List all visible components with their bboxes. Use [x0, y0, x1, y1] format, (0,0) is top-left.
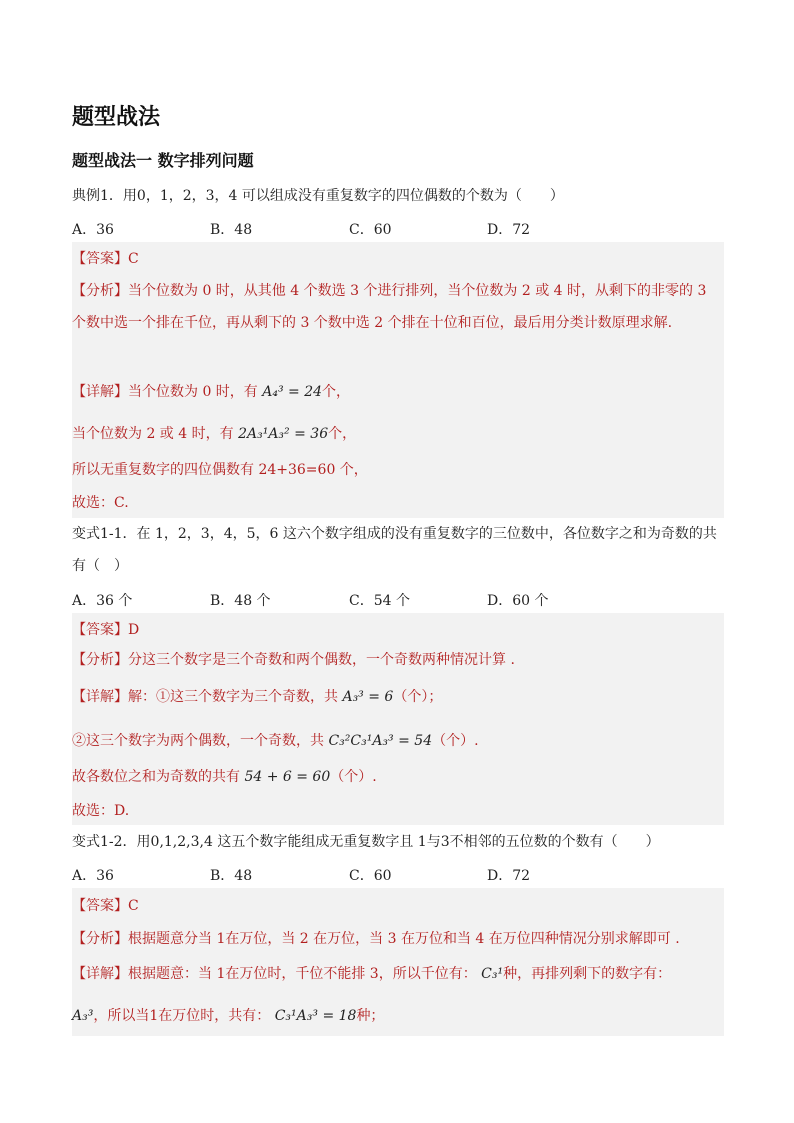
detail-line-1: 【详解】根据题意：当 1在万位时，千位不能排 3，所以千位有： C₃¹种，再排列剩下的数字有： — [72, 966, 672, 982]
section-heading: 题型战法一 数字排列问题 — [72, 151, 254, 170]
analysis-text: 【分析】当个位数为 0 时，从其他 4 个数选 3 个进行排列，当个位数为 2 或 4 时，从剩下的非零的 3 个数中选一个排在千位，再从剩下的 3 个数中选 2 个排在十位和百位，最后用分类计数原理求解. — [72, 283, 707, 331]
detail-line-3: 所以无重复数字的四位偶数有 24+36=60 个， — [72, 462, 368, 478]
solution-box-2 — [72, 613, 724, 825]
solution-box-3 — [72, 888, 724, 1036]
choice-line: 故选：C. — [72, 495, 129, 511]
option-a: A．36 个 — [72, 593, 133, 609]
analysis-text: 【分析】分这三个数字是三个奇数和两个偶数，一个奇数两种情况计算 . — [72, 652, 515, 668]
option-c: C．60 — [349, 868, 392, 884]
detail-line-2: 当个位数为 2 或 4 时，有 2A₃¹A₃² = 36个， — [72, 426, 357, 442]
option-d: D．72 — [487, 222, 531, 238]
option-c: C．60 — [349, 222, 392, 238]
detail-line-1: 【详解】解：①这三个数字为三个奇数，共 A₃³ = 6（个）； — [72, 689, 443, 705]
option-b: B．48 — [210, 868, 253, 884]
question-1: 典例1．用0，1，2，3，4 可以组成没有重复数字的四位偶数的个数为（ ） — [72, 188, 564, 204]
option-d: D．72 — [487, 868, 531, 884]
question-2: 变式1-1．在 1，2，3，4，5，6 这六个数字组成的没有重复数字的三位数中，各位数字之和为奇数的共有（ ） — [72, 526, 717, 574]
question-3: 变式1-2．用0,1,2,3,4 这五个数字能组成无重复数字且 1与3不相邻的五位数的个数有（ ） — [72, 834, 660, 850]
options-1 — [72, 219, 724, 239]
options-3 — [72, 865, 724, 885]
option-c: C．54 个 — [349, 593, 410, 609]
answer-line: 【答案】D — [72, 622, 140, 638]
option-a: A．36 — [72, 222, 114, 238]
answer-line: 【答案】C — [72, 898, 139, 914]
option-b: B．48 — [210, 222, 253, 238]
option-d: D．60 个 — [487, 593, 549, 609]
choice-line: 故选：D. — [72, 803, 130, 819]
analysis-text: 【分析】根据题意分当 1在万位，当 2 在万位，当 3 在万位和当 4 在万位四种情况分别求解即可 . — [72, 931, 680, 947]
solution-box-1 — [72, 242, 724, 518]
detail-line-2: ②这三个数字为两个偶数，一个奇数，共 C₃²C₃¹A₃³ = 54（个）. — [72, 733, 479, 749]
answer-line: 【答案】C — [72, 251, 139, 267]
detail-line-1: 【详解】当个位数为 0 时，有 A₄³ = 24个， — [72, 384, 351, 400]
option-b: B．48 个 — [210, 593, 271, 609]
page-title: 题型战法 — [72, 105, 161, 130]
options-2 — [72, 590, 724, 610]
detail-line-2: A₃³，所以当1在万位时，共有： C₃¹A₃³ = 18种； — [72, 1008, 385, 1024]
option-a: A．36 — [72, 868, 114, 884]
detail-line-3: 故各数位之和为奇数的共有 54 + 6 = 60（个）. — [72, 769, 377, 785]
